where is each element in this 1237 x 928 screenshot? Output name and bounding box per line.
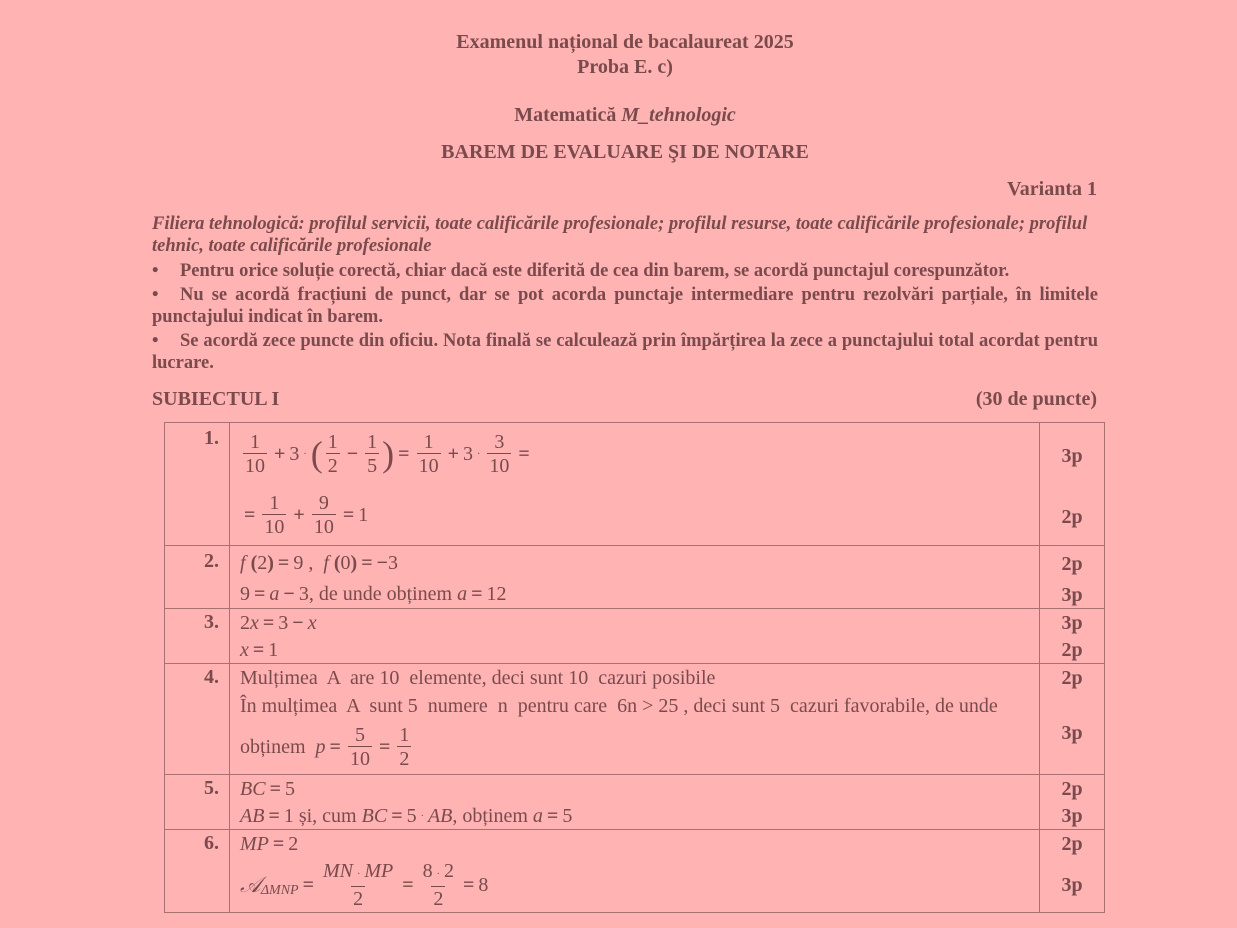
- item-solution: [230, 546, 1040, 609]
- solution-line: f ( 2 ) = 9 , f ( 0 ) = − 3: [240, 551, 399, 574]
- bullet-2: [152, 284, 1098, 328]
- exam-subtitle: Proba E. c): [577, 56, 673, 78]
- points-value: 3p: [1061, 611, 1083, 634]
- bullet-text: Nu se acordă fracțiuni de punct, dar se pot acorda punctaje intermediare pentru rezolvări parțiale, în limitele punctajului indicat în barem.: [152, 285, 1098, 327]
- fraction: $\frac{1}{2}$: [399, 723, 410, 770]
- table-row: [165, 664, 1105, 775]
- points-value: 2p: [1061, 777, 1083, 800]
- table-row: [165, 609, 1105, 664]
- subject-profile: M_tehnologic: [621, 104, 736, 126]
- fraction: $\frac{1}{2}$: [327, 430, 338, 477]
- table-row: [165, 423, 1105, 546]
- item-solution: [230, 664, 1040, 775]
- item-number: 3.: [165, 609, 230, 664]
- points-value: 2p: [1061, 505, 1083, 528]
- subject-name: [0, 104, 1237, 127]
- barem-title: BAREM DE EVALUARE ŞI DE NOTARE: [441, 141, 809, 163]
- solution-line: = $\frac{1}{10}$ + $\frac{9}{10}$ = 1: [244, 491, 369, 538]
- bullet-text: Se acordă zece puncte din oficiu. Nota finală se calculează prin împărțirea la zece a punctajului total acordat pentru lucrare.: [152, 331, 1098, 373]
- bullet-dot: •: [152, 285, 159, 305]
- solution-line: BC = 5: [240, 777, 295, 800]
- item-number: 4.: [165, 664, 230, 775]
- subject-name-text: Matematică: [514, 104, 622, 126]
- fraction: $\frac{8 \cdot 2}{2}$: [422, 859, 454, 910]
- item-points: [1040, 423, 1105, 546]
- bullet-1: [152, 260, 1098, 282]
- item-number: 2.: [165, 546, 230, 609]
- barem-table: [164, 422, 1105, 913]
- fraction: $\frac{1}{10}$: [245, 430, 265, 477]
- solution-text: obținem: [240, 735, 311, 758]
- item-solution: [230, 609, 1040, 664]
- item-solution: [230, 830, 1040, 913]
- item-points: [1040, 775, 1105, 830]
- points-value: 3p: [1061, 873, 1083, 896]
- section-points: (30 de puncte): [975, 388, 1097, 410]
- solution-line: 9 = a − 3 , de unde obținem a = 12: [240, 582, 507, 605]
- fraction: $\frac{1}{10}$: [418, 430, 439, 477]
- fraction: $\frac{5}{10}$: [349, 723, 370, 770]
- item-points: [1040, 664, 1105, 775]
- points-value: 2p: [1061, 666, 1083, 689]
- solution-line: x = 1: [240, 638, 279, 661]
- solution-line: [240, 664, 1039, 692]
- fraction: $\frac{MN \cdot MP}{2}$: [323, 859, 394, 910]
- item-number: 1.: [165, 423, 230, 546]
- points-value: 3p: [1061, 804, 1083, 827]
- bullet-dot: •: [152, 331, 159, 351]
- points-value: 3p: [1061, 444, 1083, 467]
- variant-label: Varianta 1: [1007, 178, 1097, 200]
- bullet-dot: •: [152, 261, 159, 281]
- exam-title: Examenul național de bacalaureat 2025: [456, 31, 794, 53]
- fraction: $\frac{1}{5}$: [367, 430, 378, 477]
- table-row: [165, 546, 1105, 609]
- bullet-3: [152, 330, 1098, 374]
- solution-line: obținem p = $\frac{5}{10}$ = $\frac{1}{2}$: [240, 723, 410, 770]
- solution-text: și, cum: [293, 804, 362, 827]
- bullet-text: Pentru orice soluție corectă, chiar dacă este diferită de cea din barem, se acordă punctajul corespunzător.: [180, 261, 1010, 281]
- item-solution: [230, 423, 1040, 546]
- item-solution: [230, 775, 1040, 830]
- item-number: 5.: [165, 775, 230, 830]
- points-value: 2p: [1061, 552, 1083, 575]
- item-number: 6.: [165, 830, 230, 913]
- solution-line: AB = 1 și, cum BC = 5 · AB , obținem a = 5: [240, 804, 573, 827]
- solution-line: [240, 692, 1039, 720]
- item-points: [1040, 546, 1105, 609]
- points-value: 2p: [1061, 832, 1083, 855]
- solution-line: 𝒜 ΔMNP = $\frac{MN \cdot MP}{2}$ = $\frac{8 \cdot 2}{2}$ = 8: [240, 859, 489, 910]
- solution-text: Mulțimea A are 10 elemente, deci sunt 10 cazuri posibile: [240, 666, 716, 689]
- points-value: 3p: [1061, 583, 1083, 606]
- filiera-text: Filiera tehnologică: profilul servicii, toate calificările profesionale; profilul resurse, toate calificările profesionale; profilul tehnic, toate calificările profesionale: [152, 214, 1088, 256]
- points-value: 2p: [1061, 638, 1083, 661]
- fraction: $\frac{9}{10}$: [313, 491, 334, 538]
- solution-line: MP = 2: [240, 832, 299, 855]
- solution-text: În mulțimea A sunt 5 numere n pentru care 6n > 25 , deci sunt 5 cazuri favorabile, de unde: [240, 694, 998, 717]
- item-points: [1040, 830, 1105, 913]
- fraction: $\frac{3}{10}$: [489, 430, 510, 477]
- fraction: $\frac{1}{10}$: [264, 491, 285, 538]
- solution-line: $\frac{1}{10}$ + 3 · ( $\frac{1}{2}$ − $\frac{1}{5}$ ) = $\frac{1}{10}$ + 3 · $\frac{3}{10}$ =: [245, 430, 530, 477]
- solution-text: , obținem: [452, 804, 533, 827]
- solution-text: , de unde obținem: [308, 582, 458, 605]
- section-title: SUBIECTUL I: [152, 388, 280, 410]
- item-points: [1040, 609, 1105, 664]
- points-value: 3p: [1061, 721, 1083, 744]
- table-row: [165, 775, 1105, 830]
- table-row: [165, 830, 1105, 913]
- solution-line: 2 x = 3 − x: [240, 611, 317, 634]
